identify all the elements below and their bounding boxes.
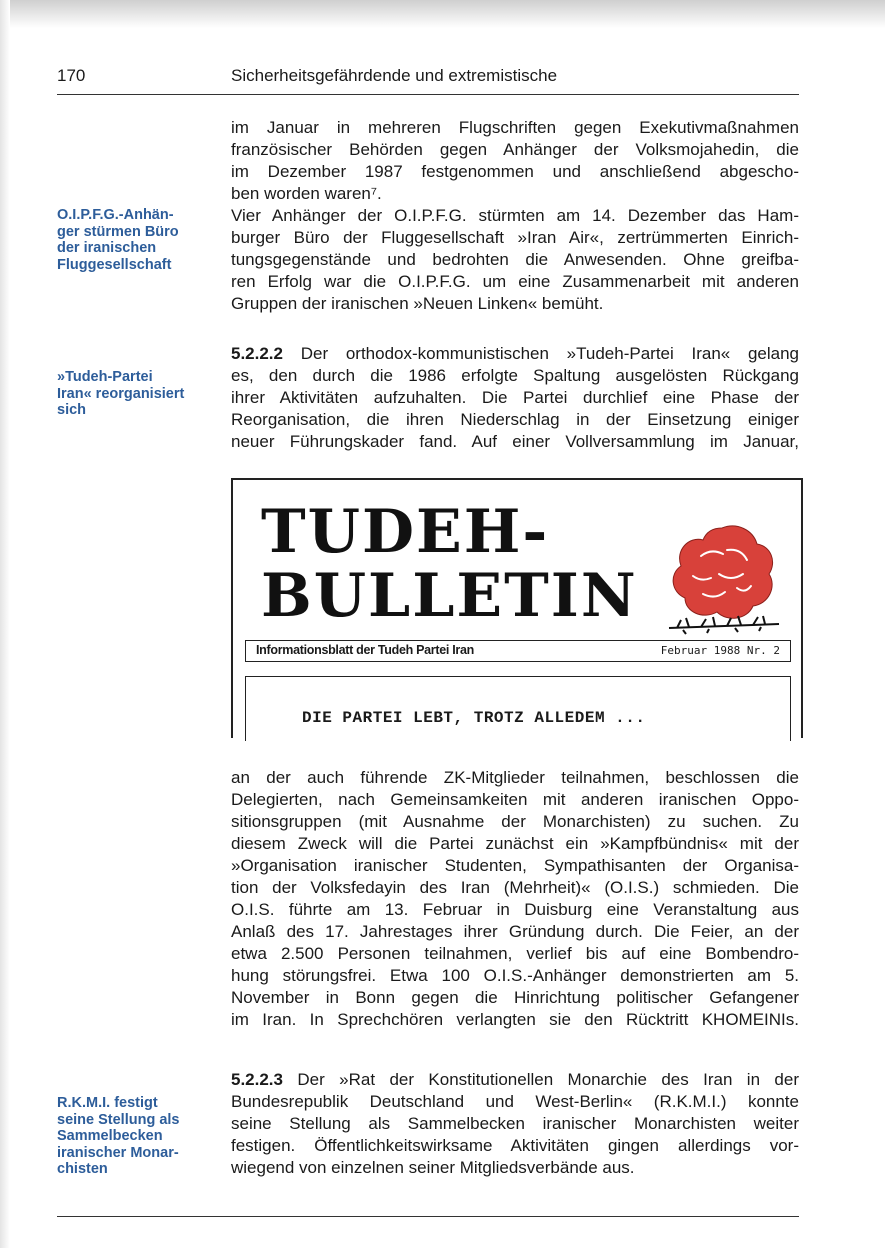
text-line — [231, 343, 799, 365]
margin-note-line: »Tudeh-Partei — [57, 369, 153, 385]
margin-note-tudeh — [57, 369, 212, 419]
text-line-content: Der »Rat der Konstitutionellen Monarchie des Iran in der — [297, 1070, 799, 1089]
margin-note-line: Sammelbecken — [57, 1128, 163, 1144]
text-line: ren Erfolg war die O.I.P.F.G. um eine Zusammenarbeit mit anderen — [231, 272, 799, 291]
margin-note-line: Fluggesellschaft — [57, 256, 172, 273]
text-line: Gruppen der iranischen »Neuen Linken« bemüht. — [231, 294, 604, 313]
margin-note-line: Iran« reorganisiert — [57, 385, 185, 402]
text-line: wiegend von einzelnen seiner Mitgliedsverbände aus. — [231, 1158, 635, 1177]
margin-note-line: R.K.M.I. festigt — [57, 1095, 158, 1111]
text-line: diesem Zweck will die Partei zunächst ein »Kampfbündnis« mit der — [231, 834, 799, 853]
paragraph-oipfg — [231, 205, 799, 315]
margin-note-line: ger stürmen Büro — [57, 223, 179, 240]
header-rule — [57, 94, 799, 95]
margin-note-line: iranischer Monar- — [57, 1144, 179, 1161]
text-line: ihrer Aktivitäten aufzuhalten. Die Partei durchlief eine Phase der — [231, 388, 799, 407]
margin-note-line: der iranischen — [57, 240, 157, 256]
text-line-content: Der orthodox-kommunistischen »Tudeh-Partei Iran« gelang — [300, 344, 799, 363]
margin-note-oipfg — [57, 207, 212, 273]
text-line: etwa 2.500 Personen teilnahmen, verlief bis auf eine Bombendro- — [231, 944, 799, 963]
section-number: 5.2.2.2 — [231, 344, 283, 363]
text-line: November in Bonn gegen die Hinrichtung politischer Gefangener — [231, 988, 799, 1007]
text-line: französischer Behörden gegen Anhänger der Volksmojahedin, die — [231, 140, 799, 159]
paragraph-tudeh-continued — [231, 767, 799, 1031]
section-5-2-2-2 — [231, 343, 799, 453]
text-line: Vier Anhänger der O.I.P.F.G. stürmten am 14. Dezember das Ham- — [231, 206, 799, 225]
text-line: Reorganisation, die ihren Niederschlag in der Einsetzung einiger — [231, 410, 799, 429]
text-line: festigen. Öffentlichkeitswirksame Aktivitäten gingen allerdings vor- — [231, 1136, 799, 1155]
bulletin-headline-box — [245, 676, 791, 741]
text-line: Delegierten, nach Gemeinsamkeiten mit anderen iranischen Oppo- — [231, 790, 799, 809]
page-top-shadow — [0, 0, 885, 28]
footer-rule — [57, 1216, 799, 1217]
text-line: seine Stellung als Sammelbecken iranischer Monarchisten weiter — [231, 1114, 799, 1133]
bulletin-headline: DIE PARTEI LEBT, TROTZ ALLEDEM ... — [302, 709, 646, 727]
text-line: Bundesrepublik Deutschland und West-Berlin« (R.K.M.I.) konnte — [231, 1092, 799, 1111]
bulletin-info-strip — [245, 640, 791, 662]
page-number: 170 — [57, 66, 86, 85]
text-line: hung störungsfrei. Etwa 100 O.I.S.-Anhänger demonstrierten am 5. — [231, 966, 799, 985]
running-head: Sicherheitsgefährdende und extremistische — [231, 66, 558, 85]
page-left-shadow — [0, 0, 10, 1248]
text-line: an der auch führende ZK-Mitglieder teilnahmen, beschlossen die — [231, 768, 799, 787]
tudeh-bulletin-masthead — [231, 478, 803, 738]
section-number: 5.2.2.3 — [231, 1070, 283, 1089]
section-5-2-2-3 — [231, 1069, 799, 1179]
margin-note-line: seine Stellung als — [57, 1111, 180, 1128]
text-line: sitionsgruppen (mit Ausnahme der Monarchisten) zu suchen. Zu — [231, 812, 799, 831]
paragraph-volksmojahedin — [231, 117, 799, 205]
margin-note-line: sich — [57, 402, 87, 418]
carnation-icon — [657, 516, 787, 636]
text-line: tungsgegenstände und bedrohten die Anwesenden. Ohne greifba- — [231, 250, 799, 269]
margin-note-rkmi — [57, 1095, 212, 1178]
text-line: im Dezember 1987 festgenommen und anschließend abgescho- — [231, 162, 799, 181]
bulletin-subtitle: Informationsblatt der Tudeh Partei Iran — [256, 643, 474, 657]
text-line: im Januar in mehreren Flugschriften gegen Exekutivmaßnahmen — [231, 118, 799, 137]
margin-note-line: chisten — [57, 1161, 108, 1177]
text-line: neuer Führungskader fand. Auf einer Vollversammlung im Januar, — [231, 432, 799, 451]
bulletin-title-line-2: BULLETIN — [261, 561, 638, 631]
text-line: Anlaß des 17. Jahrestages ihrer Gründung durch. Die Feier, an der — [231, 922, 799, 941]
margin-note-line: O.I.P.F.G.-Anhän- — [57, 207, 174, 223]
text-line: im Iran. In Sprechchören verlangten sie den Rücktritt KHOMEINIs. — [231, 1010, 799, 1029]
bulletin-title-line-1: TUDEH- — [261, 497, 550, 567]
text-line: es, den durch die 1986 erfolgte Spaltung ausgelösten Rückgang — [231, 366, 799, 385]
text-line: »Organisation iranischer Studenten, Sympathisanten der Organisa- — [231, 856, 799, 875]
text-line: ben worden waren⁷. — [231, 184, 382, 203]
bulletin-issue: Februar 1988 Nr. 2 — [660, 644, 780, 657]
text-line — [231, 1069, 799, 1091]
text-line: burger Büro der Fluggesellschaft »Iran Air«, zertrümmerten Einrich- — [231, 228, 799, 247]
text-line: tion der Volksfedayin des Iran (Mehrheit)« (O.I.S.) schmieden. Die — [231, 878, 799, 897]
text-line: O.I.S. führte am 13. Februar in Duisburg eine Veranstaltung aus — [231, 900, 799, 919]
